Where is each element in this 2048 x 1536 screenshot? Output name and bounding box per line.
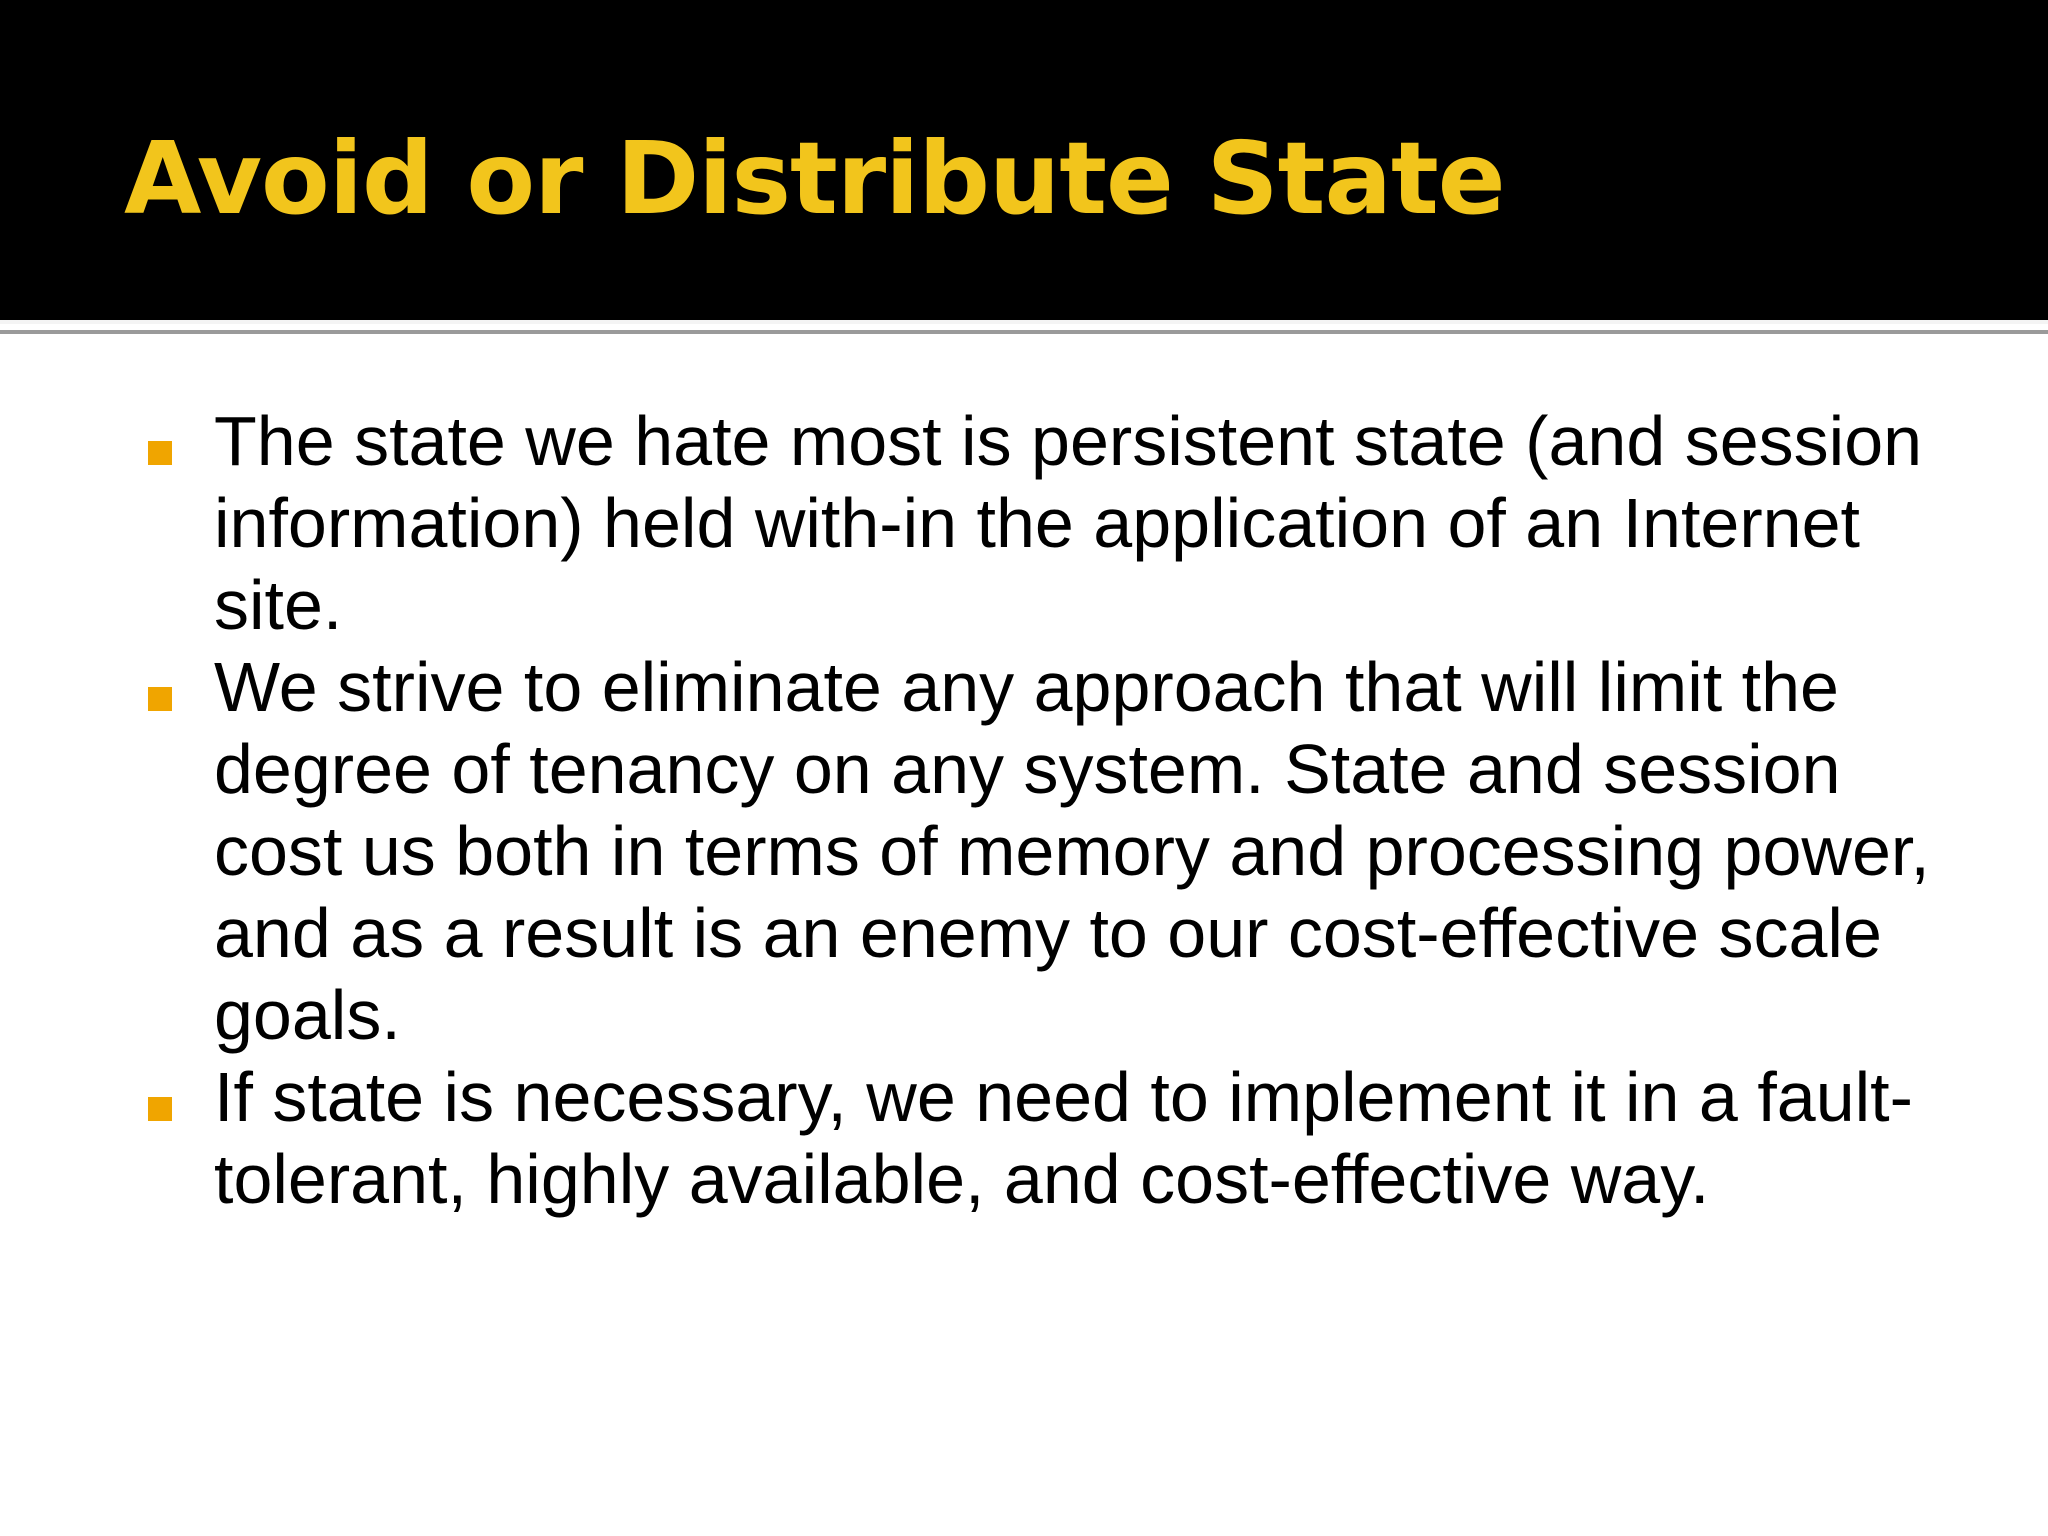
bullet-text: We strive to eliminate any approach that will limit the degree of tenancy on any system. State and session cost us both in terms of memory and processing power, and as a result is an enemy to our cost-effective scale goals. — [214, 648, 1930, 1054]
slide-title: Avoid or Distribute State — [124, 120, 1505, 237]
square-bullet-icon — [148, 687, 172, 711]
slide-content — [0, 400, 2048, 1220]
bullet-item — [0, 1056, 2048, 1220]
divider-line-dark — [0, 330, 2048, 334]
square-bullet-icon — [148, 441, 172, 465]
divider-line-light — [0, 320, 2048, 324]
bullet-text: If state is necessary, we need to implement it in a fault-tolerant, highly available, and cost-effective way. — [214, 1058, 1913, 1218]
title-bar — [0, 0, 2048, 320]
bullet-item — [0, 400, 2048, 646]
bullet-list — [0, 400, 2048, 1220]
bullet-text: The state we hate most is persistent state (and session information) held with-in the application of an Internet site. — [214, 402, 1923, 644]
bullet-item — [0, 646, 2048, 1056]
square-bullet-icon — [148, 1097, 172, 1121]
